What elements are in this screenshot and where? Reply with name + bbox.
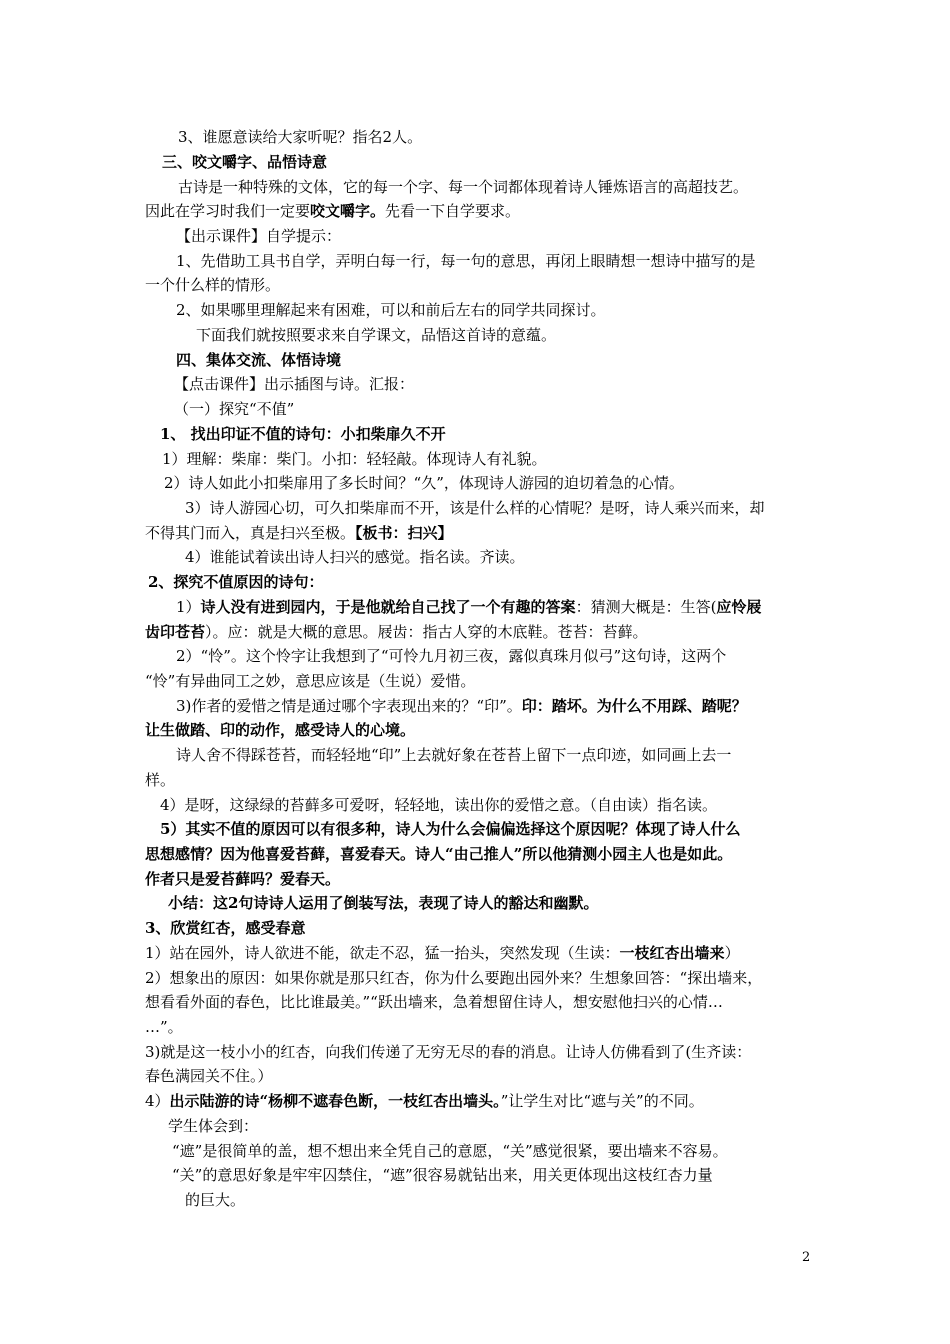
- bold-text-run: 小结：这2句诗诗人运用了倒装写法，表现了诗人的豁达和幽默。: [168, 894, 599, 912]
- text-line: [176, 745, 731, 765]
- text-line: [145, 844, 732, 864]
- text-run: …”。: [145, 1018, 183, 1036]
- text-run: 诗人舍不得踩苍苔，而轻轻地“印”上去就好象在苍苔上留下一点印迹，如同画上去一: [176, 746, 732, 764]
- text-line: [178, 127, 422, 147]
- text-run: “关”的意思好象是牢牢囚禁住，“遮”很容易就钻出来，用关更体现出这枝红杏力量: [172, 1166, 713, 1184]
- text-line: [168, 893, 598, 913]
- text-line: [174, 374, 414, 394]
- text-line: [176, 646, 726, 666]
- text-line: [145, 1091, 704, 1111]
- text-line: [145, 1042, 751, 1062]
- bold-text-run: 1、 找出印证不值的诗句：小扣柴扉久不开: [160, 425, 446, 443]
- text-run: 下面我们就按照要求来自学课文，品悟这首诗的意蕴。: [196, 326, 557, 344]
- text-line: [160, 424, 446, 444]
- text-line: [174, 399, 294, 419]
- text-run: 4）: [145, 1092, 170, 1110]
- text-line: [145, 671, 475, 691]
- text-line: [145, 968, 762, 988]
- text-line: [145, 869, 340, 889]
- text-run: 古诗是一种特殊的文体，它的每一个字、每一个词都体现着诗人锤炼语言的高超技艺。: [178, 178, 749, 196]
- text-line: [148, 572, 323, 592]
- text-line: [176, 226, 341, 246]
- text-line: [185, 1190, 245, 1210]
- text-line: [145, 943, 740, 963]
- bold-text-run: 应怜屐: [716, 598, 762, 616]
- text-run: 4）是呀，这绿绿的苔藓多可爱呀，轻轻地，读出你的爱惜之意。（自由读）指名读。: [160, 796, 718, 814]
- text-run: 2）想象出的原因：如果你就是那只红杏，你为什么要跑出园外来？生想象回答：“探出墙来，: [145, 969, 763, 987]
- text-line: [176, 696, 747, 716]
- text-line: [172, 1141, 728, 1161]
- text-line: [145, 622, 648, 642]
- text-line: [176, 251, 756, 271]
- text-run: （一）探究“不值”: [174, 400, 295, 418]
- text-run: 样。: [145, 771, 176, 789]
- text-line: [160, 795, 717, 815]
- text-run: 先看一下自学要求。: [385, 202, 521, 220]
- text-run: 3）诗人游园心切，可久扣柴扉而不开，该是什么样的心情呢？是呀，诗人乘兴而来，却: [185, 499, 765, 517]
- text-line: [176, 350, 341, 370]
- text-run: 3、谁愿意读给大家听呢？指名2人。: [178, 128, 423, 146]
- text-run: 3)作者的爱惜之情是通过哪个字表现出来的？“印”。: [176, 697, 522, 715]
- text-line: [145, 918, 305, 938]
- text-line: [178, 177, 748, 197]
- text-run: 3)就是这一枝小小的红杏，向我们传递了无穷无尽的春的消息。让诗人仿佛看到了(生齐读：: [145, 1043, 752, 1061]
- text-line: [145, 720, 415, 740]
- text-run: 不得其门而入，真是扫兴至极。: [145, 524, 356, 542]
- bold-text-run: 5）其实不值的原因可以有很多种，诗人为什么会偏偏选择这个原因呢？体现了诗人什么: [160, 820, 741, 838]
- text-run: 4）谁能试着读出诗人扫兴的感觉。指名读。齐读。: [185, 548, 525, 566]
- bold-text-run: 咬文嚼字。: [310, 202, 386, 220]
- bold-text-run: 印：踏坏。为什么不用踩、踏呢？: [521, 697, 747, 715]
- text-line: [145, 201, 520, 221]
- text-line: [176, 597, 761, 617]
- text-run: 1、先借助工具书自学，弄明白每一行，每一句的意思，再闭上眼睛想一想诗中描写的是: [176, 252, 756, 270]
- text-run: 2）诗人如此小扣柴扉用了多长时间？“久”，体现诗人游园的迫切着急的心情。: [164, 474, 684, 492]
- text-run: 1）站在园外，诗人欲进不能，欲走不忍，猛一抬头，突然发现（生读：: [145, 944, 620, 962]
- page-number: 2: [802, 1250, 811, 1265]
- bold-text-run: 2、探究不值原因的诗句：: [148, 573, 324, 591]
- bold-text-run: 三、咬文嚼字、品悟诗意: [162, 153, 328, 171]
- text-run: 2、如果哪里理解起来有困难，可以和前后左右的同学共同探讨。: [176, 301, 606, 319]
- bold-text-run: 出示陆游的诗“杨柳不遮春色断，一枝红杏出墙头。: [169, 1092, 501, 1110]
- text-run: 【点击课件】出示插图与诗。汇报：: [174, 375, 415, 393]
- text-run: 1）理解：柴扉：柴门。小扣：轻轻敲。体现诗人有礼貌。: [162, 450, 547, 468]
- text-line: [145, 523, 453, 543]
- text-line: [160, 819, 740, 839]
- bold-text-run: 作者只是爱苔藓吗？爱春天。: [145, 870, 341, 888]
- text-run: 的巨大。: [185, 1191, 246, 1209]
- text-line: [145, 275, 280, 295]
- text-run: ”让学生对比“遮与关”的不同。: [500, 1092, 704, 1110]
- text-run: 1）: [176, 598, 201, 616]
- text-run: 一个什么样的情形。: [145, 276, 281, 294]
- text-run: 想看看外面的春色，比比谁最美。”“跃出墙来，急着想留住诗人，想安慰他扫兴的心情…: [145, 993, 723, 1011]
- text-line: [168, 1116, 258, 1136]
- text-run: ）。应：就是大概的意思。屐齿：指古人穿的木底鞋。苍苔：苔藓。: [205, 623, 648, 641]
- bold-text-run: 让生做踏、印的动作，感受诗人的心境。: [145, 721, 416, 739]
- text-run: 春色满园关不住。）: [145, 1067, 273, 1085]
- text-line: [145, 1066, 273, 1086]
- text-line: [145, 992, 723, 1012]
- text-run: 【出示课件】自学提示：: [176, 227, 342, 245]
- bold-text-run: 3、欣赏红杏，感受春意: [145, 919, 306, 937]
- text-run: ）: [724, 944, 740, 962]
- bold-text-run: 思想感情？因为他喜爱苔藓，喜爱春天。诗人“由己推人”所以他猜测小园主人也是如此。: [145, 845, 733, 863]
- text-run: 2）“怜”。这个怜字让我想到了“可怜九月初三夜，露似真珠月似弓”这句诗，这两个: [176, 647, 727, 665]
- text-run: 因此在学习时我们一定要: [145, 202, 311, 220]
- text-run: 学生体会到：: [168, 1117, 259, 1135]
- text-line: [172, 1165, 713, 1185]
- text-line: [162, 152, 327, 172]
- text-line: [176, 300, 606, 320]
- text-line: [162, 449, 547, 469]
- text-line: [145, 770, 175, 790]
- bold-text-run: 诗人没有进到园内，于是他就给自己找了一个有趣的答案: [200, 598, 576, 616]
- text-run: “遮”是很简单的盖，想不想出来全凭自己的意愿，“关”感觉很紧，要出墙来不容易。: [172, 1142, 728, 1160]
- text-run: “怜”有异曲同工之妙，意思应该是（生说）爱惜。: [145, 672, 476, 690]
- bold-text-run: 齿印苍苔: [145, 623, 206, 641]
- text-line: [164, 473, 684, 493]
- bold-text-run: 四、集体交流、体悟诗境: [176, 351, 342, 369]
- bold-text-run: 【板书：扫兴】: [355, 524, 453, 542]
- text-line: [196, 325, 556, 345]
- text-line: [185, 498, 765, 518]
- text-run: ：猜测大概是：生答(: [575, 598, 717, 616]
- bold-text-run: 一枝红杏出墙来: [619, 944, 725, 962]
- text-line: [185, 547, 525, 567]
- text-line: [145, 1017, 183, 1037]
